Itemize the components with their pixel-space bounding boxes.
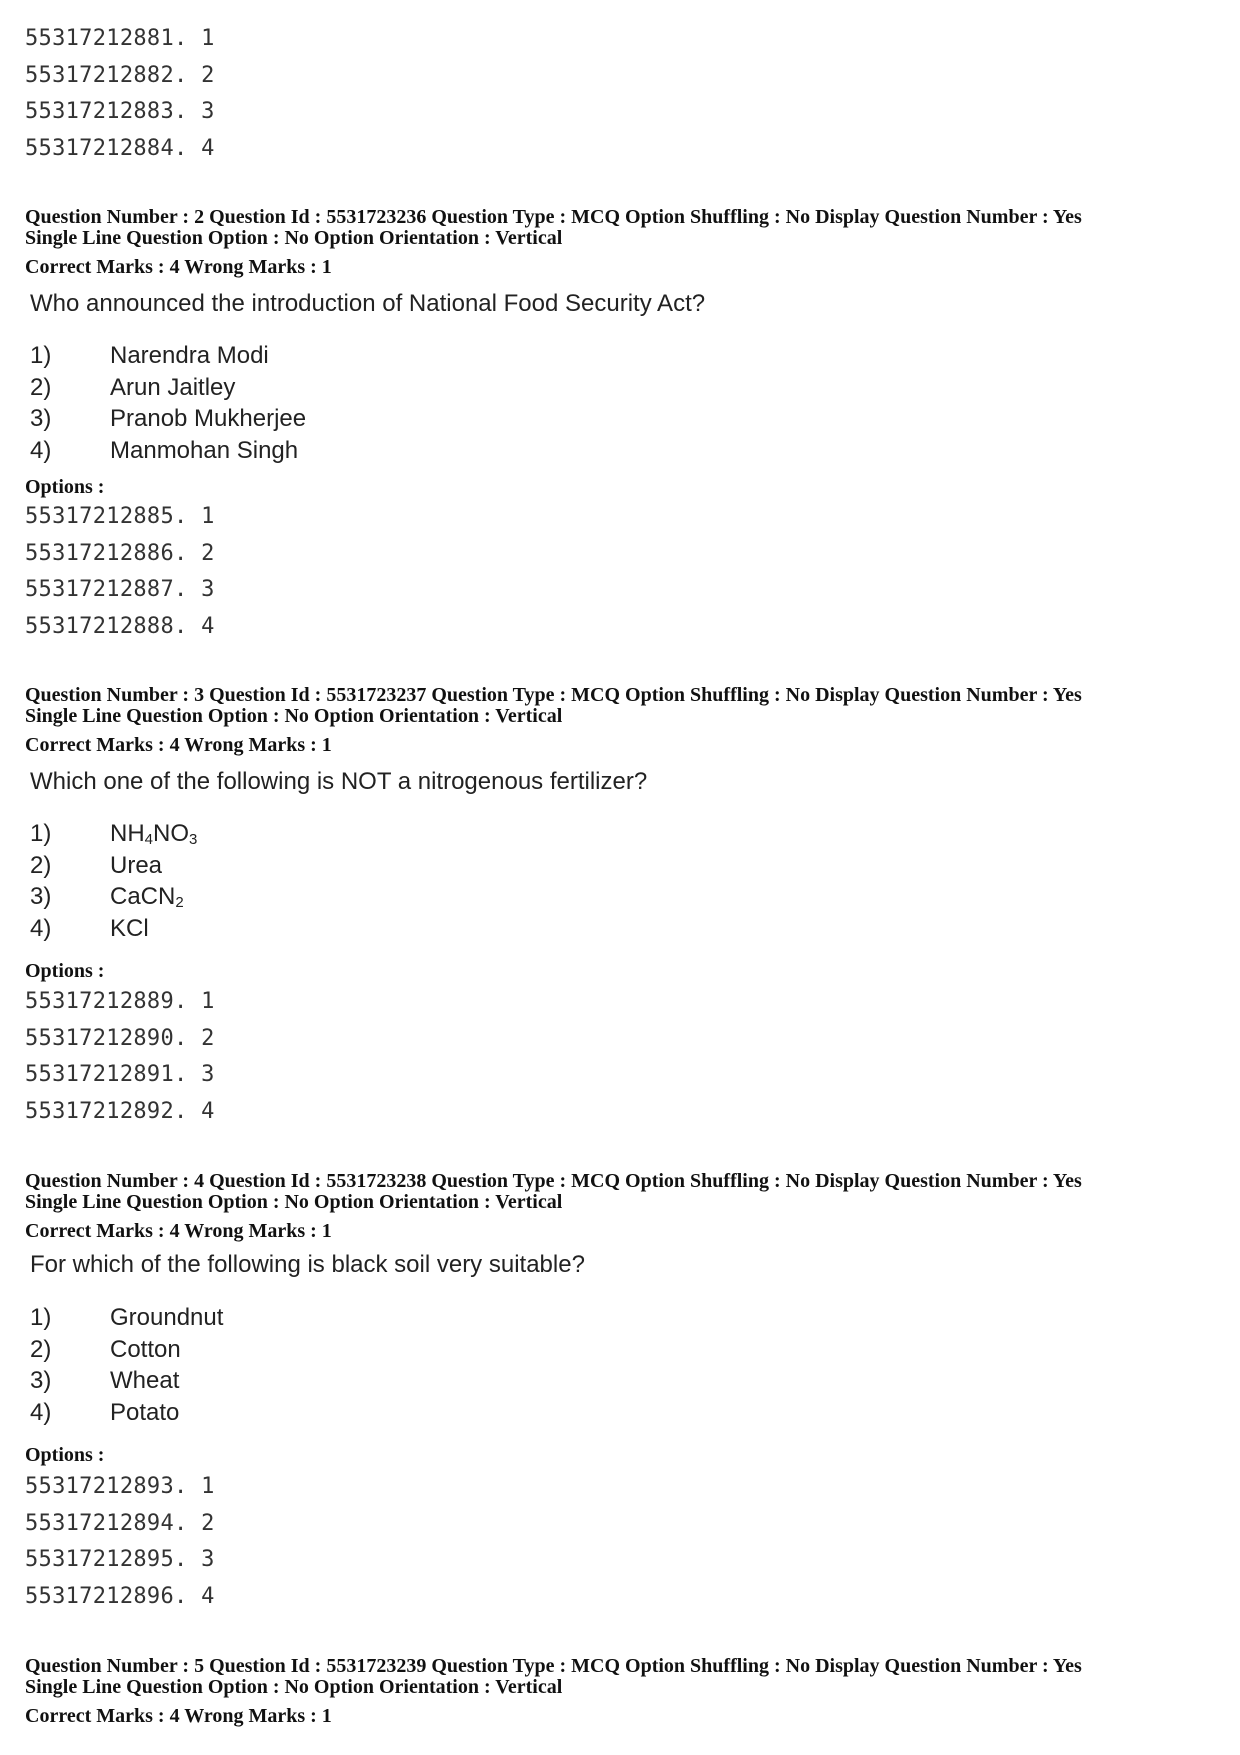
question-4-choices [30,1302,223,1428]
question-meta-line: Single Line Question Option : No Option Orientation : Vertical [25,1191,563,1213]
choice-item [30,372,306,404]
choice-number: 1) [30,820,52,847]
choice-label: Groundnut [110,1304,224,1331]
choice-item [30,1365,223,1397]
question-3-marks: Correct Marks : 4 Wrong Marks : 1 [25,734,332,756]
option-id: 55317212889. 1 [25,989,215,1014]
choice-number: 2) [30,1335,52,1363]
choice-number: 4) [30,1398,52,1426]
question-meta-line: Question Number : 5 Question Id : 5531723239 Question Type : MCQ Option Shuffling : No Display Question Number : Yes [25,1655,1082,1677]
option-id: 55317212883. 3 [25,99,215,124]
choice-label: Arun Jaitley [110,373,236,401]
choice-item [30,340,306,372]
option-id: 55317212885. 1 [25,504,215,529]
question-meta-line: Single Line Question Option : No Option Orientation : Vertical [25,1676,563,1698]
choice-number: 2) [30,851,52,879]
question-4-marks: Correct Marks : 4 Wrong Marks : 1 [25,1220,332,1242]
choice-item [30,850,197,882]
choice-label: Urea [110,851,163,879]
choice-number: 1) [30,1304,52,1331]
options-label: Options : [25,476,105,498]
option-id: 55317212886. 2 [25,540,215,566]
choice-item [30,1334,223,1366]
choice-number: 2) [30,373,52,401]
choice-label: $NH_4NO_3$ [110,820,198,848]
question-5-meta [25,1656,1082,1698]
option-id: 55317212894. 2 [25,1510,215,1536]
option-id: 55317212882. 2 [25,62,215,88]
prev-question-options [25,21,215,167]
choice-item [30,403,306,435]
choice-item [30,435,306,467]
choice-label: CaCN$_2$ [110,883,184,911]
options-label: Options : [25,960,105,982]
question-4-meta [25,1171,1082,1213]
choice-item [30,1302,223,1334]
choice-number: 4) [30,914,52,942]
question-2-marks: Correct Marks : 4 Wrong Marks : 1 [25,256,332,278]
question-3-options [25,984,215,1130]
choice-number: 3) [30,883,52,910]
question-3-choices [30,818,197,944]
question-meta-line: Single Line Question Option : No Option Orientation : Vertical [25,227,563,249]
choice-item [30,818,197,850]
option-id: 55317212887. 3 [25,577,215,602]
question-2-text: Who announced the introduction of National Food Security Act? [30,290,706,317]
question-meta-line: Question Number : 2 Question Id : 5531723236 Question Type : MCQ Option Shuffling : No Display Question Number : Yes [25,206,1082,228]
question-2-choices [30,340,306,466]
choice-label: Manmohan Singh [110,436,299,464]
question-3-text: Which one of the following is NOT a nitrogenous fertilizer? [30,768,648,795]
choice-item [30,913,197,945]
choice-item [30,1397,223,1429]
option-id: 55317212884. 4 [25,135,215,161]
choice-label: Narendra Modi [110,342,269,369]
choice-label: Pranob Mukherjee [110,405,307,432]
option-id: 55317212888. 4 [25,613,215,639]
option-id: 55317212895. 3 [25,1547,215,1572]
choice-label: Wheat [110,1367,180,1394]
choice-number: 3) [30,1367,52,1394]
choice-number: 4) [30,436,52,464]
question-4-options [25,1469,215,1615]
choice-label: Potato [110,1398,180,1426]
question-2-meta [25,207,1082,249]
option-id: 55317212896. 4 [25,1583,215,1609]
question-meta-line: Single Line Question Option : No Option Orientation : Vertical [25,705,563,727]
option-id: 55317212890. 2 [25,1025,215,1051]
question-3-meta [25,685,1082,727]
option-id: 55317212893. 1 [25,1474,215,1499]
choice-number: 3) [30,405,52,432]
option-id: 55317212891. 3 [25,1062,215,1087]
question-2-options [25,499,215,645]
question-4-text: For which of the following is black soil very suitable? [30,1251,585,1278]
options-label: Options : [25,1444,105,1466]
choice-label: Cotton [110,1335,181,1363]
question-meta-line: Question Number : 4 Question Id : 5531723238 Question Type : MCQ Option Shuffling : No Display Question Number : Yes [25,1170,1082,1192]
option-id: 55317212881. 1 [25,26,215,51]
option-id: 55317212892. 4 [25,1098,215,1124]
choice-label: KCl [110,914,149,942]
choice-number: 1) [30,342,52,369]
question-meta-line: Question Number : 3 Question Id : 5531723237 Question Type : MCQ Option Shuffling : No Display Question Number : Yes [25,684,1082,706]
question-5-marks: Correct Marks : 4 Wrong Marks : 1 [25,1705,332,1727]
choice-item [30,881,197,913]
